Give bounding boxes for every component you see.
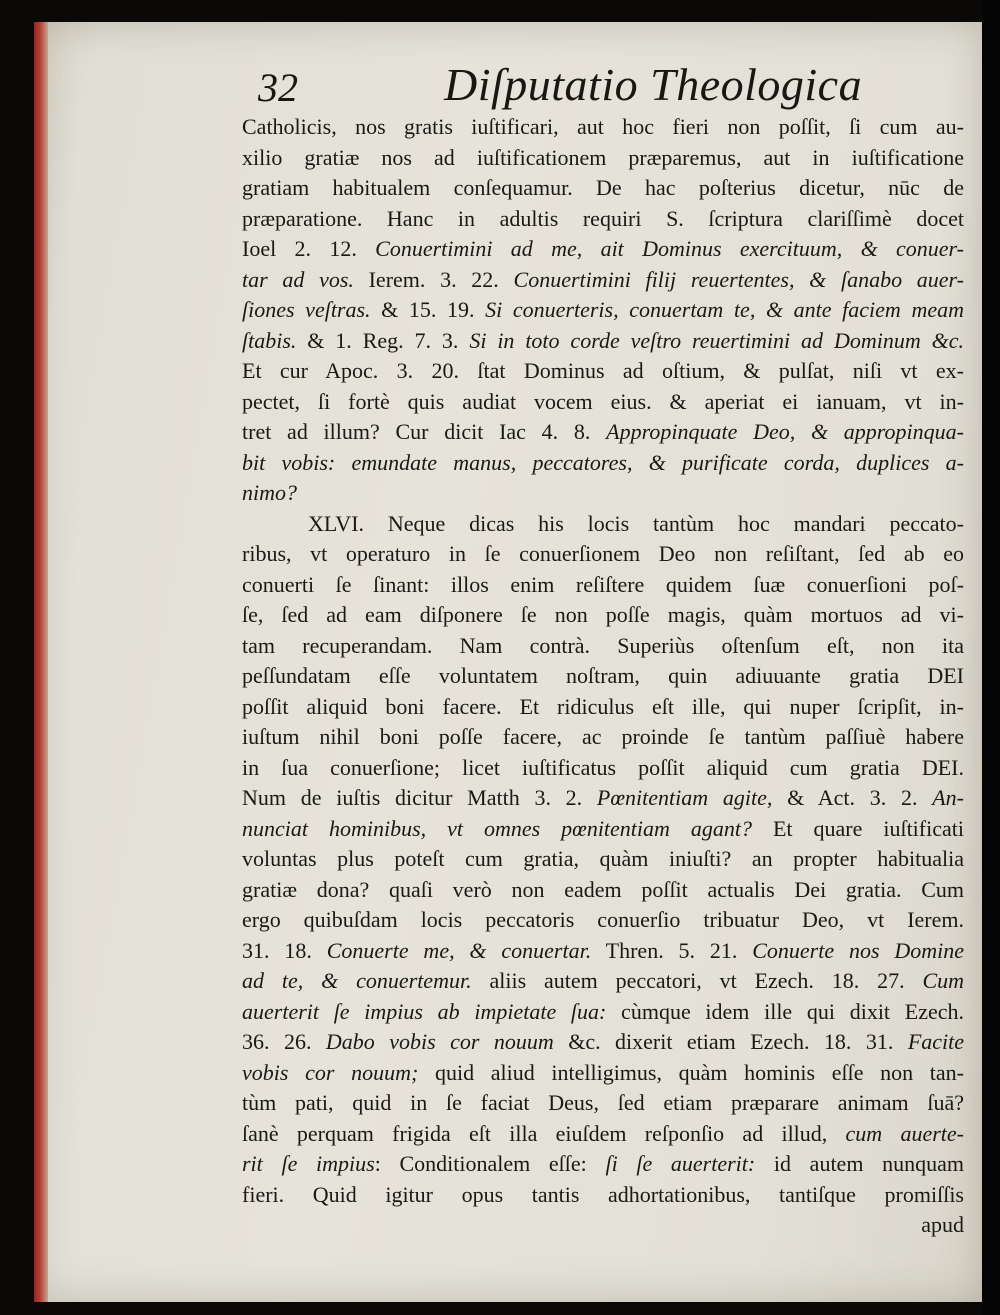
roman-text: ergo quibuſdam locis peccatoris conuerſio tribuatur Deo, vt Ierem. xyxy=(242,907,964,932)
running-header xyxy=(258,58,940,110)
text-line xyxy=(242,387,964,418)
page-number: 32 xyxy=(258,65,298,110)
text-line xyxy=(242,631,964,662)
text-line xyxy=(242,112,964,143)
scan-border xyxy=(982,0,1000,1315)
roman-text: Catholicis, nos gratis iuſtificari, aut hoc fieri non poſſit, ſi cum au- xyxy=(242,114,964,139)
text-line xyxy=(242,539,964,570)
roman-text: voluntas plus poteſt cum gratia, quàm iniuſti? an propter habitualia xyxy=(242,846,964,871)
italic-text: Conuertimini ad me, ait Dominus exercituum, & conuer- xyxy=(375,236,964,261)
roman-text: Et quare iuſtificati xyxy=(752,815,964,841)
text-line xyxy=(242,966,964,997)
italic-text: Conuerte me, & conuertar. xyxy=(326,937,592,963)
roman-text: &c. dixerit etiam Ezech. 18. 31. xyxy=(553,1029,908,1054)
roman-text: tùm pati, quid in ſe faciat Deus, ſed etiam præparare animam ſuā? xyxy=(242,1090,964,1115)
italic-text: Conuertimini filij reuertentes, & ſanabo auer- xyxy=(513,266,964,292)
text-line xyxy=(242,173,964,204)
running-title: Diſputatio Theologica xyxy=(444,59,863,110)
text-line xyxy=(242,204,964,235)
roman-text: conuerti ſe ſinant: illos enim reſiſtere quidem ſuæ conuerſioni poſ- xyxy=(242,571,964,597)
roman-text: ribus, vt operaturo in ſe conuerſionem Deo non reſiſtant, ſed ab eo xyxy=(242,541,964,566)
text-line xyxy=(242,661,964,692)
roman-text: aliis autem peccatori, vt Ezech. 18. 27. xyxy=(471,968,923,993)
text-line xyxy=(242,1149,964,1180)
italic-text: Cum xyxy=(922,968,964,993)
roman-text: & 1. Reg. 7. 3. xyxy=(296,327,470,353)
text-line xyxy=(242,1058,964,1089)
text-line xyxy=(242,295,964,326)
italic-text: Dabo vobis cor nouum xyxy=(325,1029,554,1054)
text-line xyxy=(242,692,964,723)
text-line xyxy=(242,600,964,631)
roman-text: cùmque idem ille qui dixit Ezech. xyxy=(606,998,964,1024)
roman-text: & 15. 19. xyxy=(370,297,486,322)
italic-text: Si in toto corde veſtro reuertimini ad Dominum &c. xyxy=(469,327,964,353)
roman-text: quid aliud intelligimus, quàm hominis eſſe non tan- xyxy=(418,1059,964,1085)
roman-text: 36. 26. xyxy=(242,1029,326,1054)
roman-text: poſſit aliquid boni facere. Et ridiculus eſt ille, qui nuper ſcripſit, in- xyxy=(242,693,964,719)
roman-text: 31. 18. xyxy=(242,937,327,963)
text-line xyxy=(242,753,964,784)
italic-text: vobis cor nouum; xyxy=(242,1059,419,1085)
italic-text: Pœnitentiam agite, xyxy=(596,785,773,810)
text-line xyxy=(242,265,964,296)
text-line xyxy=(242,326,964,357)
text-line xyxy=(242,448,964,479)
roman-text: gratiam habitualem conſequamur. De hac poſterius dicetur, nūc de xyxy=(242,175,964,200)
body-text xyxy=(242,112,964,1241)
text-line xyxy=(242,234,964,265)
roman-text: tret ad illum? Cur dicit Iac 4. 8. xyxy=(242,419,607,444)
roman-text: in ſua conuerſione; licet iuſtificatus poſſit aliquid cum gratia DEI. xyxy=(242,754,964,780)
italic-text: nimo? xyxy=(242,480,297,505)
roman-text: & Act. 3. 2. xyxy=(772,785,933,810)
text-line xyxy=(242,905,964,936)
roman-text: gratiæ dona? quaſi verò non eadem poſſit actualis Dei gratia. Cum xyxy=(242,876,964,902)
roman-text: XLVI. Neque dicas his locis tantùm hoc mandari peccato- xyxy=(308,510,964,536)
italic-text: tar ad vos. xyxy=(242,266,354,292)
roman-text: pectet, ſi fortè quis audiat vocem eius. & aperiat ei ianuam, vt in- xyxy=(242,388,964,414)
text-line xyxy=(242,417,964,448)
text-line xyxy=(242,509,964,540)
italic-text: ſiones veſtras. xyxy=(242,297,371,322)
roman-text: Ioel 2. 12. xyxy=(242,236,376,261)
roman-text: : Conditionalem eſſe: xyxy=(374,1151,606,1176)
text-line xyxy=(242,936,964,967)
text-line xyxy=(242,143,964,174)
text-line xyxy=(242,814,964,845)
roman-text: id autem nunquam xyxy=(755,1151,964,1176)
text-line xyxy=(242,844,964,875)
italic-text: rit ſe impius xyxy=(242,1151,375,1176)
italic-text: bit vobis: emundate manus, peccatores, & purificate corda, duplices a- xyxy=(242,449,964,475)
roman-text: peſſundatam eſſe voluntatem noſtram, quin adiuuante gratia DEI xyxy=(242,663,964,688)
text-line xyxy=(242,997,964,1028)
italic-text: ſi ſe auerterit: xyxy=(605,1151,756,1176)
text-line xyxy=(242,1027,964,1058)
text-line xyxy=(242,875,964,906)
italic-text: An- xyxy=(932,785,964,810)
italic-text: auerterit ſe impius ab impietate ſua: xyxy=(242,998,607,1024)
roman-text: iuſtum nihil boni poſſe facere, ac proinde ſe tantùm paſſiuè habere xyxy=(242,724,964,749)
page-red-edge xyxy=(34,22,48,1302)
roman-text: fieri. Quid igitur opus tantis adhortationibus, tantiſque promiſſis xyxy=(242,1181,964,1207)
italic-text: nunciat hominibus, vt omnes pœnitentiam agant? xyxy=(242,815,753,841)
italic-text: Facite xyxy=(907,1029,964,1054)
roman-text: xilio gratiæ nos ad iuſtificationem præparemus, aut in iuſtificatione xyxy=(242,144,964,170)
roman-text: Ierem. 3. 22. xyxy=(353,266,514,292)
italic-text: Conuerte nos Domine xyxy=(752,937,964,963)
text-line xyxy=(242,478,964,509)
italic-text: Si conuerteris, conuertam te, & ante faciem meam xyxy=(485,297,964,322)
roman-text: Et cur Apoc. 3. 20. ſtat Dominus ad oſtium, & pulſat, niſi vt ex- xyxy=(242,358,964,383)
roman-text: ſanè perquam frigida eſt illa eiuſdem reſponſio ad illud, xyxy=(242,1120,846,1146)
italic-text: ad te, & conuertemur. xyxy=(242,968,472,993)
text-line xyxy=(242,1180,964,1211)
italic-text: cum auerte- xyxy=(845,1120,964,1146)
roman-text: tam recuperandam. Nam contrà. Superiùs oſtenſum eſt, non ita xyxy=(242,632,964,658)
text-line xyxy=(242,1119,964,1150)
text-line xyxy=(242,783,964,814)
text-line xyxy=(242,356,964,387)
roman-text: Thren. 5. 21. xyxy=(591,937,753,963)
italic-text: ſtabis. xyxy=(242,327,297,353)
catchword: apud xyxy=(921,1212,964,1237)
text-line xyxy=(242,722,964,753)
roman-text: præparatione. Hanc in adultis requiri S. ſcriptura clariſſimè docet xyxy=(242,205,964,231)
text-line xyxy=(242,1088,964,1119)
italic-text: Appropinquate Deo, & appropinqua- xyxy=(606,419,964,444)
roman-text: Num de iuſtis dicitur Matth 3. 2. xyxy=(242,785,597,810)
text-line xyxy=(242,570,964,601)
roman-text: ſe, ſed ad eam diſponere ſe non poſſe magis, quàm mortuos ad vi- xyxy=(242,602,964,627)
